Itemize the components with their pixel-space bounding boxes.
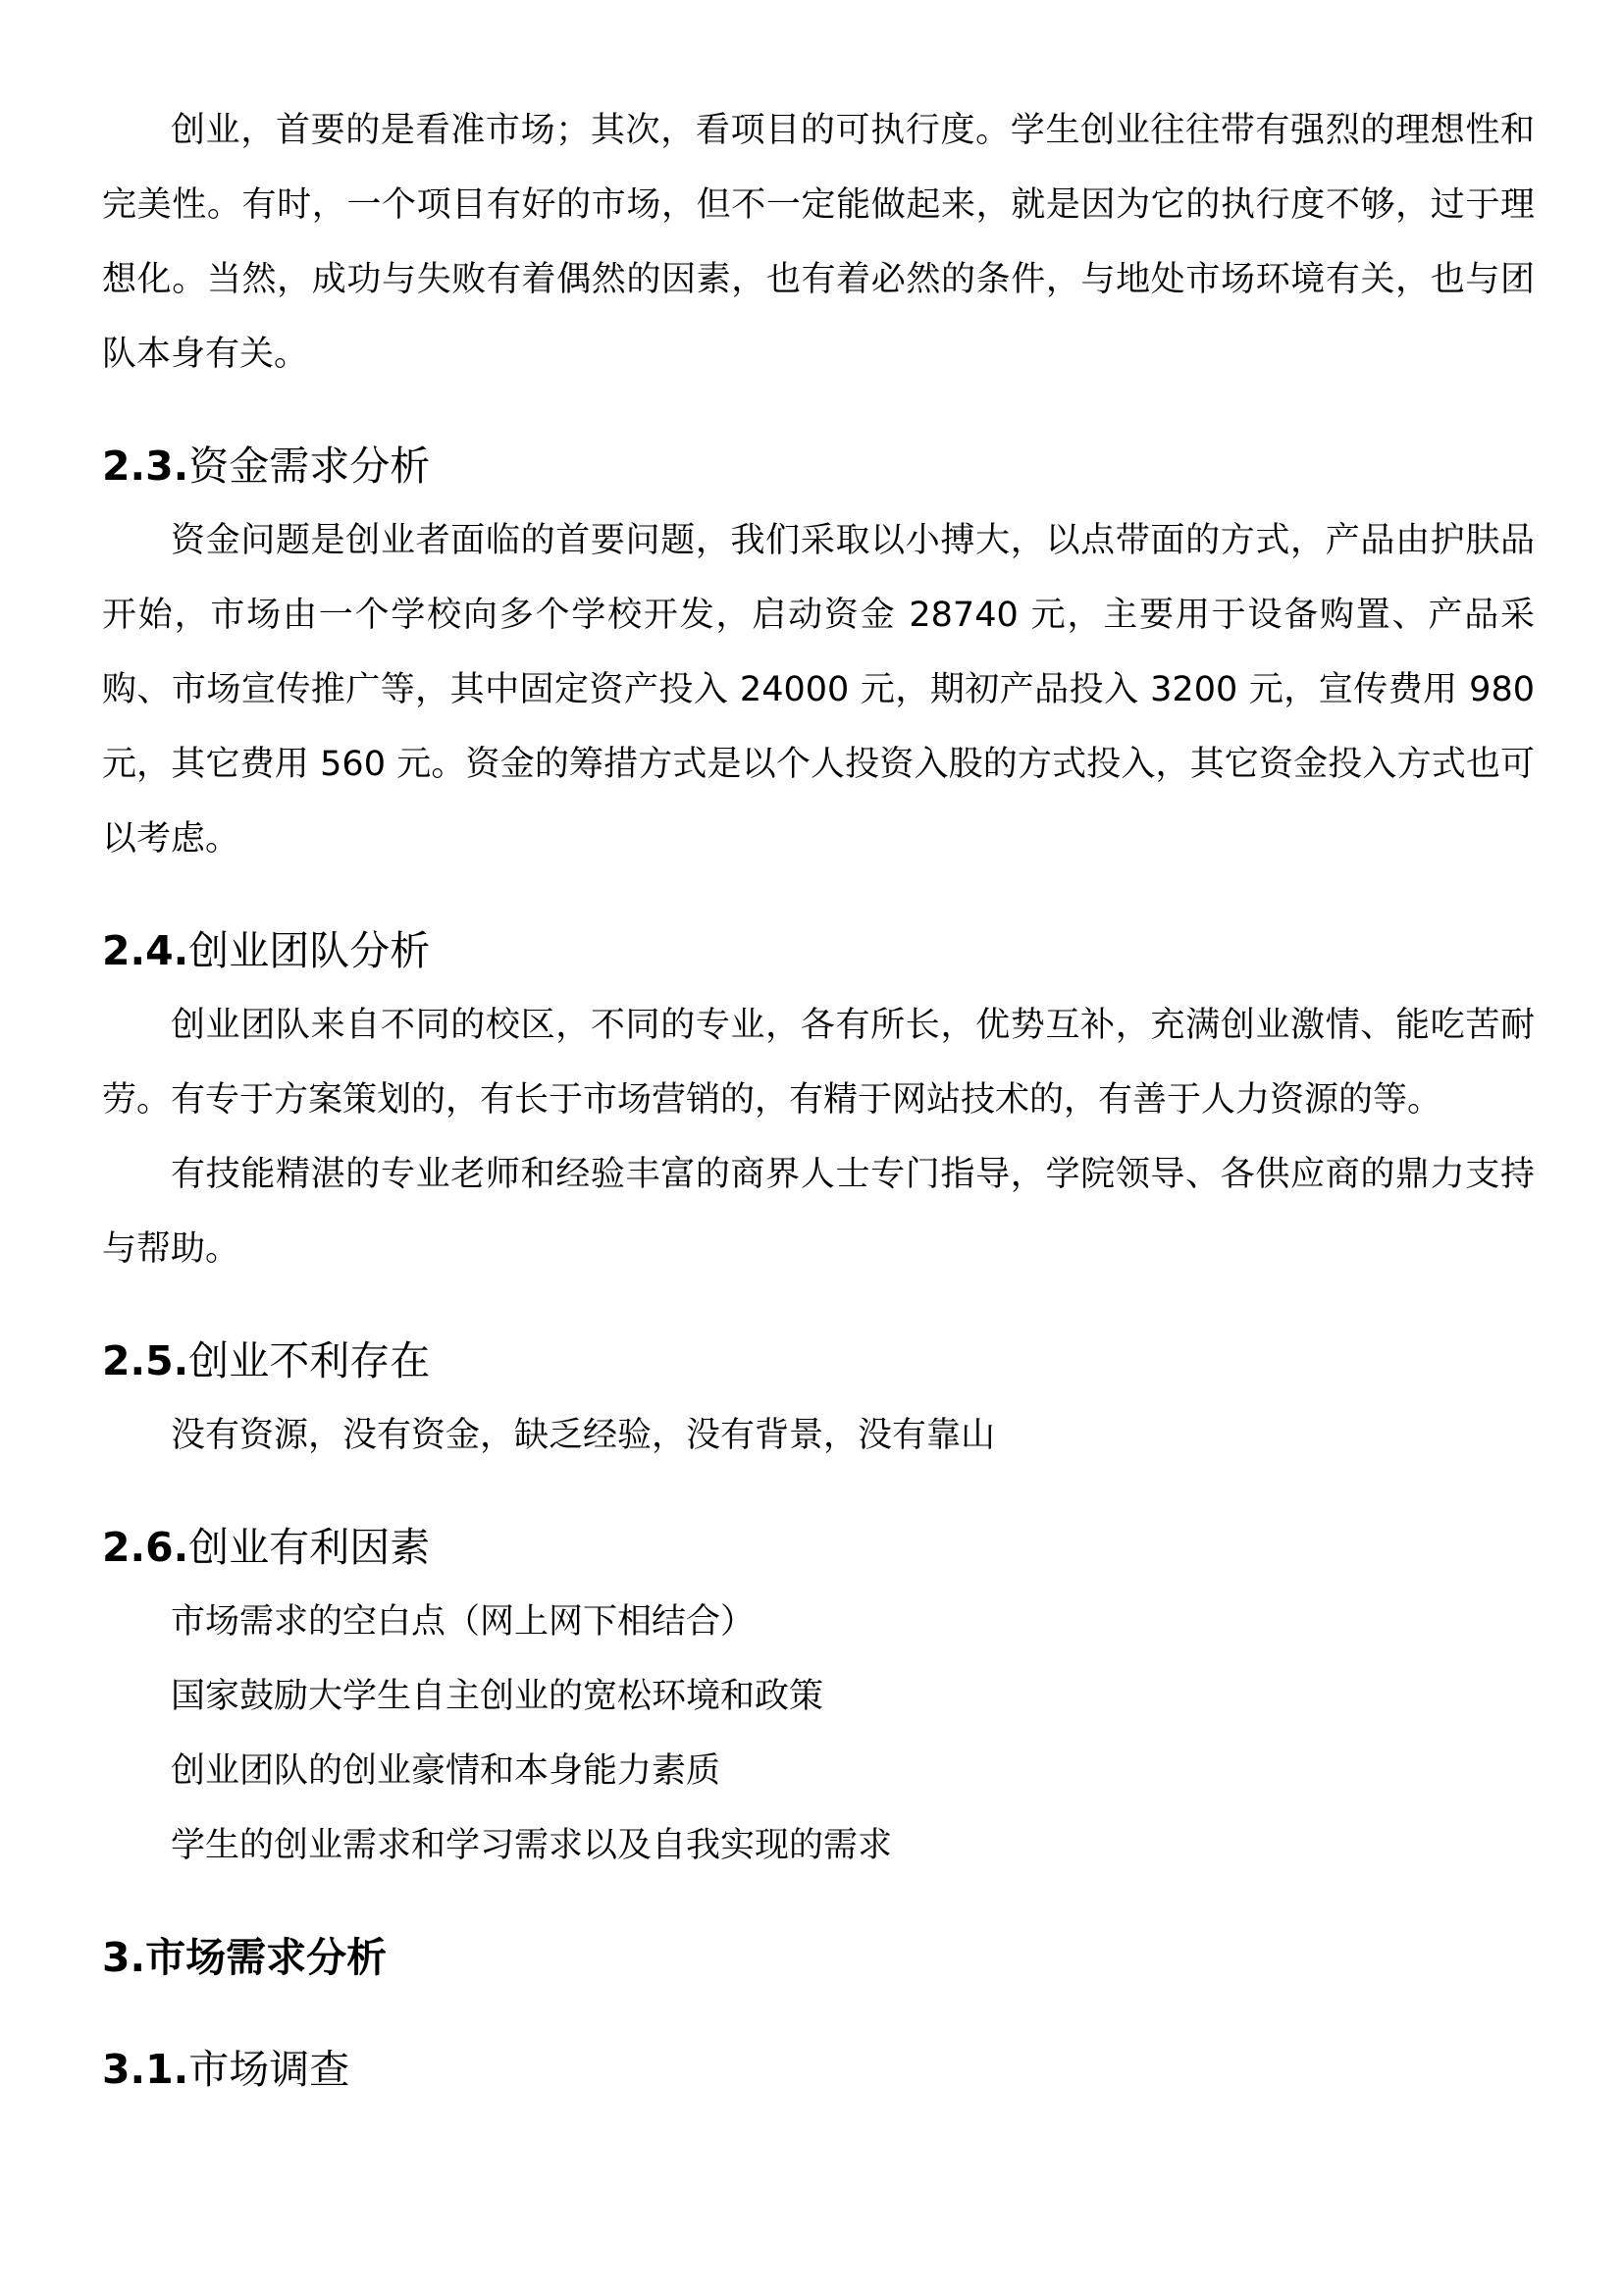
section-number: 2.6.	[102, 1524, 189, 1571]
section-heading-2-4	[102, 913, 1535, 988]
paragraph-team: 创业团队来自不同的校区，不同的专业，各有所长，优势互补，充满创业激情、能吃苦耐劳。有专于方案策划的，有长于市场营销的，有精于网站技术的，有善于人力资源的等。	[102, 1006, 1535, 1120]
section-heading-2-6	[102, 1510, 1535, 1585]
section-number: 2.4.	[102, 927, 189, 974]
section-heading-3	[102, 1920, 1535, 1995]
list-item: 学生的创业需求和学习需求以及自我实现的需求	[171, 1826, 893, 1865]
paragraph-support: 有技能精湛的专业老师和经验丰富的商界人士专门指导，学院领导、各供应商的鼎力支持与帮助。	[102, 1155, 1535, 1269]
list-item: 市场需求的空白点（网上网下相结合）	[171, 1602, 756, 1642]
section-number: 2.5.	[102, 1337, 189, 1384]
section-title: 市场需求分析	[145, 1934, 388, 1981]
section-title: 创业团队分析	[188, 927, 431, 974]
section-heading-2-3	[102, 429, 1535, 503]
section-heading-2-5	[102, 1324, 1535, 1398]
section-title: 创业有利因素	[188, 1524, 431, 1571]
section-title: 创业不利存在	[188, 1337, 431, 1384]
section-title: 资金需求分析	[188, 443, 431, 490]
paragraph-funding: 资金问题是创业者面临的首要问题，我们采取以小搏大，以点带面的方式，产品由护肤品开始，市场由一个学校向多个学校开发，启动资金 28740 元，主要用于设备购置、产品采购、市场宣传推广等，其中固定资产投入 24000 元，期初产品投入 3200 元，宣传费用 980 元，其它费用 560 元。资金的筹措方式是以个人投资入股的方式投入，其它资金投入方式也可以考虑。	[102, 521, 1535, 859]
list-item: 创业团队的创业豪情和本身能力素质	[171, 1751, 721, 1791]
section-number: 2.3.	[102, 443, 189, 490]
intro-paragraph: 创业，首要的是看准市场；其次，看项目的可执行度。学生创业往往带有强烈的理想性和完美性。有时，一个项目有好的市场，但不一定能做起来，就是因为它的执行度不够，过于理想化。当然，成功与失败有着偶然的因素，也有着必然的条件，与地处市场环境有关，也与团队本身有关。	[102, 111, 1535, 374]
section-heading-3-1	[102, 2032, 1535, 2107]
section-number: 3.	[102, 1934, 146, 1981]
document-page	[102, 93, 1535, 2107]
list-item: 国家鼓励大学生自主创业的宽松环境和政策	[171, 1677, 824, 1716]
list-item: 没有资源，没有资金，缺乏经验，没有背景，没有靠山	[171, 1416, 996, 1455]
section-number: 3.1.	[102, 2046, 189, 2093]
section-title: 市场调查	[188, 2046, 350, 2093]
